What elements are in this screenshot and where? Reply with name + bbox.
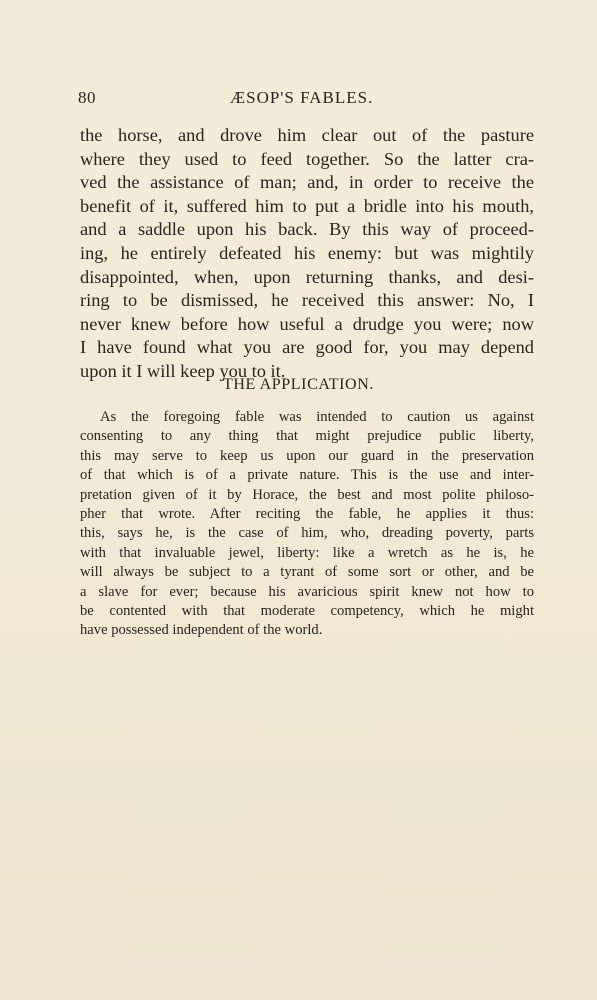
text-line: benefit of it, suffered him to put a bridle into his mouth, bbox=[80, 195, 534, 216]
text-line: the horse, and drove him clear out of the pasture bbox=[80, 125, 534, 145]
text-line: never knew before how useful a drudge you were; now bbox=[80, 313, 534, 334]
text-line: consenting to any thing that might prejudice public liberty, bbox=[80, 428, 534, 445]
text-line: a slave for ever; because his avaricious spirit knew not how to bbox=[80, 583, 534, 600]
text-line: will always be subject to a tyrant of some sort or other, and be bbox=[80, 564, 534, 581]
text-line: disappointed, when, upon returning thanks, and desi- bbox=[80, 266, 534, 287]
text-line: where they used to feed together. So the latter cra- bbox=[80, 148, 534, 169]
text-line: with that invaluable jewel, liberty: like a wretch as he is, he bbox=[80, 544, 534, 561]
text-line: pher that wrote. After reciting the fable, he applies it thus: bbox=[80, 506, 534, 523]
running-title: ÆSOP'S FABLES. bbox=[230, 88, 374, 107]
fable-text bbox=[80, 124, 534, 384]
page-header bbox=[78, 88, 533, 112]
text-line: and a saddle upon his back. By this way of proceed- bbox=[80, 219, 534, 240]
text-line: As the foregoing fable was intended to caution us against bbox=[100, 409, 534, 425]
text-line: of that which is of a private nature. This is the use and inter- bbox=[80, 467, 534, 484]
page-number: 80 bbox=[78, 88, 96, 107]
text-line: ing, he entirely defeated his enemy: but was mightily bbox=[80, 242, 534, 263]
text-line: this may serve to keep us upon our guard in the preservation bbox=[80, 447, 534, 464]
text-line: I have found what you are good for, you may depend bbox=[80, 337, 534, 358]
section-heading: THE APPLICATION. bbox=[223, 376, 374, 393]
text-line: be contented with that moderate competency, which he might bbox=[80, 603, 534, 620]
text-line: upon it I will keep you to it. bbox=[80, 360, 286, 381]
application-text bbox=[80, 408, 534, 641]
text-line: ring to be dismissed, he received this answer: No, I bbox=[80, 290, 534, 311]
text-line: ved the assistance of man; and, in order to receive the bbox=[80, 172, 534, 193]
text-line: pretation given of it by Horace, the best and most polite philoso- bbox=[80, 486, 534, 503]
text-line: this, says he, is the case of him, who, dreading poverty, parts bbox=[80, 525, 534, 542]
text-line: have possessed independent of the world. bbox=[80, 622, 323, 639]
